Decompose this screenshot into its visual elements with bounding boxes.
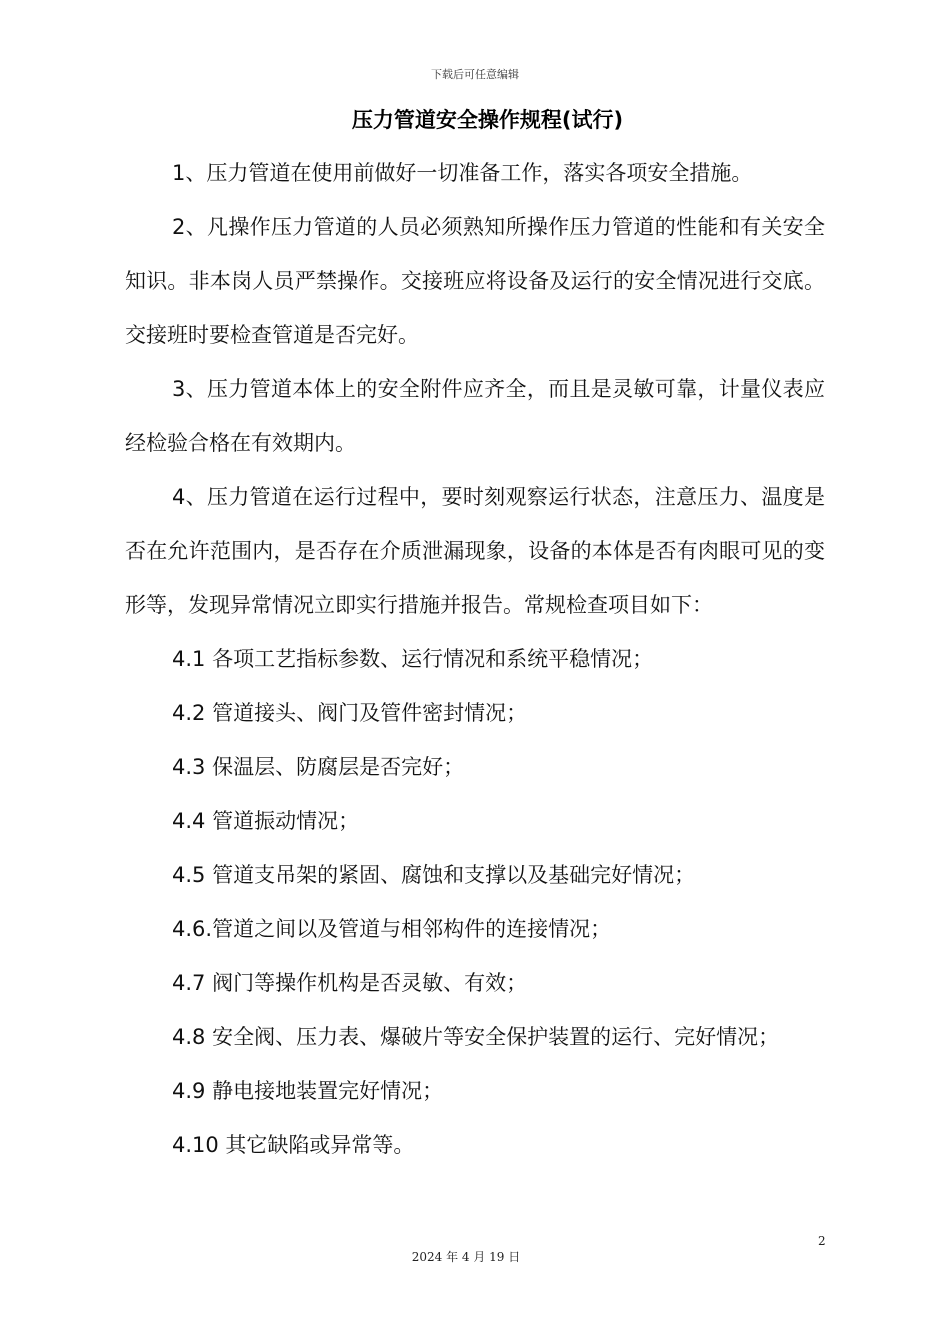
- check-item-4-2: 4.2 管道接头、阀门及管件密封情况；: [172, 701, 528, 725]
- check-item-4-1: 4.1 各项工艺指标参数、运行情况和系统平稳情况；: [172, 647, 654, 671]
- paragraph-1: 1、压力管道在使用前做好一切准备工作，落实各项安全措施。: [172, 161, 753, 185]
- check-item-4-5: 4.5 管道支吊架的紧固、腐蚀和支撑以及基础完好情况；: [172, 863, 696, 887]
- check-item-4-6: 4.6.管道之间以及管道与相邻构件的连接情况；: [172, 917, 612, 941]
- footer-date: 2024 年 4 月 19 日: [411, 1250, 521, 1264]
- document-body: [125, 146, 825, 1172]
- paragraph-4: 4、压力管道在运行过程中，要时刻观察运行状态，注意压力、温度是否在允许范围内，是否存在介质泄漏现象，设备的本体是否有肉眼可见的变形等，发现异常情况立即实行措施并报告。常规检查项目如下：: [125, 485, 825, 617]
- check-item-4-4: 4.4 管道振动情况；: [172, 809, 360, 833]
- paragraph-2: 2、凡操作压力管道的人员必须熟知所操作压力管道的性能和有关安全知识。非本岗人员严禁操作。交接班应将设备及运行的安全情况进行交底。交接班时要检查管道是否完好。: [125, 215, 825, 347]
- document-title: 压力管道安全操作规程(试行): [351, 108, 624, 132]
- page-number: 2: [818, 1234, 826, 1248]
- check-item-4-8: 4.8 安全阀、压力表、爆破片等安全保护装置的运行、完好情况；: [172, 1025, 780, 1049]
- check-item-4-10: 4.10 其它缺陷或异常等。: [172, 1133, 415, 1157]
- paragraph-3: 3、压力管道本体上的安全附件应齐全，而且是灵敏可靠，计量仪表应经检验合格在有效期内。: [125, 377, 825, 455]
- header-note: 下载后可任意编辑: [431, 68, 519, 81]
- check-item-4-3: 4.3 保温层、防腐层是否完好；: [172, 755, 465, 779]
- check-item-4-9: 4.9 静电接地装置完好情况；: [172, 1079, 444, 1103]
- check-item-4-7: 4.7 阀门等操作机构是否灵敏、有效；: [172, 971, 528, 995]
